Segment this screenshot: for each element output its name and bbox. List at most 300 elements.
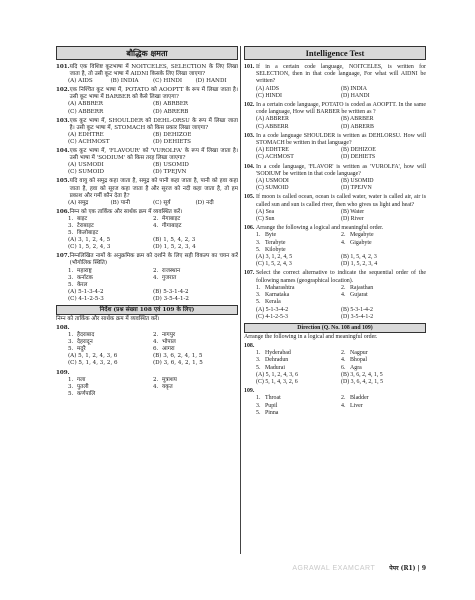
answer-option: (A) 3, 1, 2, 4, 5 — [68, 237, 111, 244]
question-number: 108. — [56, 325, 70, 331]
item-text: Rajasthan — [350, 284, 374, 291]
item-row — [68, 282, 238, 289]
answer-option: (D) TPEJVN — [341, 185, 372, 192]
item-cell — [153, 282, 238, 289]
answer-option: (C) 1, 5, 2, 4, 3 — [256, 261, 292, 268]
item-cell — [153, 275, 238, 282]
answer-options — [244, 209, 426, 223]
question-stem — [244, 388, 426, 395]
answer-option: (A) 5-1-3-4-2 — [256, 306, 289, 313]
english-section-header: Intelligence Test — [244, 46, 426, 60]
item-text: पुतली — [77, 383, 89, 390]
question-stem — [56, 253, 238, 267]
item-cell — [256, 240, 341, 247]
item-cell — [341, 395, 426, 402]
answer-option: (B) 5-3-1-4-2 — [341, 306, 373, 313]
answer-option: (A) 5-1-3-4-2 — [68, 288, 104, 295]
item-cell — [68, 384, 153, 391]
item-row — [256, 247, 426, 254]
answer-options — [56, 200, 238, 207]
item-text: कर्नाटक — [77, 274, 93, 281]
question — [244, 343, 426, 386]
item-text: Kerala — [265, 299, 281, 306]
hindi-direction-title: निर्देश (प्रश्न संख्या 108 एवं 109 के लिए) — [56, 305, 238, 315]
item-text: Throat — [265, 395, 281, 402]
item-text: नागपुर — [162, 332, 176, 339]
item-number: 1. — [68, 332, 74, 339]
item-text: मेगाबाइट — [162, 215, 181, 222]
answer-option: (C) 1, 5, 2, 4, 3 — [68, 244, 111, 251]
item-row — [256, 292, 426, 299]
item-number: 2. — [153, 267, 159, 274]
answer-option: (D) नदी — [195, 199, 214, 206]
answer-option: (C) ABBERR — [68, 108, 104, 115]
item-number: 6. — [153, 346, 159, 353]
answer-option: (B) DEHIZOE — [341, 147, 376, 154]
item-cell — [256, 357, 341, 364]
question-text: In a code language, 'FLAVOR' is written as 'VUROLFA', how will 'SODIUM' be written in that code language? — [256, 163, 426, 177]
question-text: निम्नलिखित नामों के अनुक्रमिक क्रम को दर्शाने के लिए सही विकल्प का चयन करें (भौगोलिक स्थिति) — [69, 253, 238, 267]
item-cell — [153, 339, 238, 346]
item-number: 1. — [68, 376, 74, 383]
question — [56, 148, 238, 176]
question-number: 104. — [56, 148, 70, 155]
item-cell — [256, 299, 341, 306]
question — [56, 64, 238, 85]
item-number — [341, 247, 350, 254]
item-text: गुजरात — [162, 274, 177, 281]
item-cell — [68, 223, 153, 230]
item-cell — [256, 410, 341, 417]
answer-option: (B) INDIA — [341, 85, 368, 92]
question-items — [244, 395, 426, 417]
answer-options — [56, 101, 238, 115]
item-number: 4. — [341, 402, 346, 409]
question-number: 104. — [244, 163, 255, 170]
answer-option: (C) SUMOID — [68, 169, 104, 176]
item-number: 5. — [256, 409, 261, 416]
item-number: 2. — [341, 284, 346, 291]
item-number — [341, 299, 350, 306]
item-text: आगरा — [162, 346, 175, 353]
item-cell — [256, 247, 341, 254]
item-number: 2. — [153, 215, 159, 222]
item-text: राजस्थान — [162, 267, 181, 274]
answer-options — [56, 78, 238, 85]
answer-options — [244, 254, 426, 268]
question-text: एक कूट भाषा में, SHOULDER को DEHL-ORSU के रूप में लिखा जाता है। उसी कूट भाषा में, STOMACH को किस प्रकार लिखा जाएगा? — [69, 117, 238, 131]
question — [244, 102, 426, 131]
item-text: गीगाबाइट — [162, 222, 182, 229]
item-cell — [68, 282, 153, 289]
item-number: 4. — [341, 239, 346, 246]
question-text: यदि एक विशिष्ट कूटभाषा में NOITCELES, SELECTION के लिए लिखा जाता है, तो उसी कूट भाषा में AIDNI किसके लिए लिखा जाएगा? — [69, 64, 238, 78]
item-row — [68, 332, 238, 339]
item-text: Maharashtra — [265, 284, 295, 291]
question-number: 102. — [56, 87, 70, 94]
item-row — [256, 285, 426, 292]
question-items — [244, 232, 426, 254]
question-stem — [244, 102, 426, 116]
answer-option: (A) 5, 1, 2, 4, 3, 6 — [256, 371, 299, 378]
answer-option: (D) 3-5-4-1-2 — [153, 295, 189, 302]
question-items — [56, 268, 238, 289]
page-footer — [250, 562, 426, 574]
question-number: 107. — [56, 253, 70, 260]
item-number: 2. — [153, 332, 159, 339]
question-number: 101. — [56, 64, 70, 70]
item-cell — [341, 232, 426, 239]
hindi-direction-text: निम्न को तार्किक और सार्थक क्रम में व्यवस्थित करें। — [56, 316, 160, 322]
item-cell — [341, 285, 426, 292]
item-text: Bhopal — [350, 357, 368, 364]
question — [56, 325, 238, 368]
answer-option: (B) USOMID — [341, 178, 374, 185]
hindi-section-header: बौद्धिक क्षमता — [56, 46, 238, 60]
item-text: Hyderabad — [265, 350, 291, 357]
publisher-watermark: AGRAWAL EXAMCART — [292, 564, 376, 572]
question — [56, 87, 238, 115]
question — [244, 64, 426, 100]
item-text: कर्णपालि — [77, 390, 96, 397]
item-cell — [68, 268, 153, 275]
answer-options — [244, 178, 426, 192]
item-number: 5. — [256, 246, 261, 253]
english-direction-text: Arrange the following in a logical and meaningful order. — [244, 333, 378, 340]
question — [56, 253, 238, 303]
question-text: यदि वायु को समुद्र कहा जाता है, समुद्र को पानी कहा जाता है, पानी को हवा कहा जाता है, हवा को सूरज कहा जाता है और सूरज को नदी कहा जाता है, तो हम प्रकाश और गर्मी कौन देता है? — [69, 178, 238, 199]
answer-options — [56, 353, 238, 367]
question-text: In a code language SHOULDER is written as DEHLORSU. How will STOMACH be written in that language? — [256, 132, 426, 147]
question — [56, 370, 238, 398]
item-text: Madurai — [265, 364, 285, 371]
column-divider — [240, 46, 241, 554]
item-number: 4. — [153, 274, 159, 281]
question-number: 109. — [56, 369, 70, 376]
item-number: 1. — [68, 267, 74, 274]
question-stem — [56, 87, 238, 101]
answer-option: (A) EDHTRE — [256, 147, 289, 154]
question-stem — [56, 370, 238, 377]
item-text: गला — [77, 376, 86, 383]
answer-option: (A) USMODI — [256, 178, 289, 185]
question-stem — [244, 133, 426, 147]
item-text: यकृत — [162, 383, 173, 390]
item-cell — [153, 384, 238, 391]
item-cell — [256, 350, 341, 357]
answer-option: (C) ACHMOST — [256, 154, 294, 161]
item-cell — [341, 410, 426, 417]
question-items — [56, 377, 238, 398]
question-number: 103. — [56, 117, 70, 124]
item-text: देहरादून — [77, 339, 93, 346]
item-text: महाराष्ट्र — [77, 267, 92, 274]
item-cell — [341, 365, 426, 372]
answer-option: (A) USMODI — [68, 162, 104, 169]
answer-option: (D) TPEJVN — [153, 169, 187, 176]
question-stem — [244, 164, 426, 178]
item-cell — [341, 299, 426, 306]
question-number: 109. — [244, 388, 255, 395]
item-number: 2. — [341, 395, 346, 402]
item-text: हैदराबाद — [77, 332, 95, 339]
answer-option: (C) सूर्य — [153, 199, 171, 206]
answer-option: (B) 3, 6, 2, 4, 1, 5 — [153, 353, 203, 360]
item-cell — [68, 377, 153, 384]
question-stem — [56, 118, 238, 132]
item-text: Nagpur — [350, 350, 368, 357]
question-items — [56, 216, 238, 237]
item-text: Liver — [350, 402, 363, 409]
question-stem — [244, 343, 426, 350]
answer-option: (D) 1, 5, 2, 3, 4 — [341, 261, 378, 268]
answer-option: (A) AIDS — [68, 78, 93, 85]
item-cell — [341, 357, 426, 364]
question-text — [70, 325, 238, 332]
answer-option: (C) 4-1-2-5-3 — [68, 295, 104, 302]
item-cell — [341, 240, 426, 247]
question-text — [256, 343, 426, 350]
answer-option: (B) पानी — [110, 199, 130, 206]
answer-option: (C) HINDI — [256, 92, 283, 99]
question-stem — [244, 64, 426, 86]
item-number: 1. — [68, 215, 74, 222]
item-text: भोपाल — [162, 339, 176, 346]
item-cell — [256, 292, 341, 299]
question — [244, 270, 426, 320]
item-row — [256, 365, 426, 372]
question-items — [244, 350, 426, 372]
question — [56, 118, 238, 146]
question-text: एक निश्चित कूट भाषा में, POTATO को AOOPTT के रूप में लिखा जाता है। उसी कूट भाषा में BARBER को कैसे लिखा जाएगा? — [69, 87, 238, 101]
item-row — [68, 275, 238, 282]
answer-option: (B) 5-3-1-4-2 — [153, 288, 189, 295]
item-number: 5. — [68, 346, 74, 353]
question-items — [244, 285, 426, 307]
item-number: 6. — [341, 364, 346, 371]
question-number: 105. — [56, 178, 70, 185]
item-cell — [68, 391, 153, 398]
item-cell — [341, 350, 426, 357]
exam-page — [56, 46, 426, 572]
item-number: 4. — [153, 339, 159, 346]
answer-option: (C) HINDI — [153, 78, 183, 85]
answer-option: (B) 3, 6, 2, 4, 1, 5 — [341, 371, 383, 378]
item-text: Pupil — [265, 402, 278, 409]
item-row — [68, 377, 238, 384]
item-text: Gigabyte — [350, 239, 372, 246]
answer-option: (C) 5, 1, 4, 3, 2, 6 — [68, 360, 118, 367]
item-number: 5. — [256, 299, 261, 306]
answer-options — [244, 86, 426, 100]
item-row — [68, 339, 238, 346]
item-number: 4. — [153, 222, 159, 229]
question-stem — [56, 209, 238, 216]
item-number: 4. — [153, 383, 159, 390]
item-text: बाइट — [77, 215, 88, 222]
answer-option: (D) 3-5-4-1-2 — [341, 313, 374, 320]
answer-option: (B) ABRBER — [341, 116, 374, 123]
item-number: 3. — [256, 239, 261, 246]
item-text: मूत्राशय — [162, 376, 177, 383]
item-number: 3. — [256, 402, 261, 409]
item-text: टेराबाइट — [77, 222, 94, 229]
hindi-questions — [56, 64, 238, 303]
answer-option: (C) ABBERR — [256, 123, 289, 130]
question-text: एक कूट भाषा में, 'FLAVOUR' को 'VUROLFA' के रूप में लिखा जाता है। उसी भाषा में 'SODIUM' को किस तरह लिखा जाएगा? — [69, 148, 238, 162]
item-number: 1. — [256, 284, 261, 291]
answer-option: (D) DEHIETS — [341, 154, 376, 161]
answer-option: (C) Sun — [256, 216, 275, 223]
answer-option: (A) EDHTRE — [68, 131, 104, 138]
item-text: किलोबाइट — [77, 230, 99, 237]
item-cell — [153, 377, 238, 384]
item-number: 5. — [68, 230, 74, 237]
answer-option: (D) ABRERB — [341, 123, 374, 130]
item-row — [256, 357, 426, 364]
answer-option: (A) AIDS — [256, 85, 280, 92]
item-number: 5. — [68, 390, 74, 397]
item-row — [256, 240, 426, 247]
answer-options — [56, 289, 238, 303]
answer-option: (D) DEHIETS — [153, 138, 191, 145]
item-number: 4. — [341, 292, 346, 299]
english-questions-after-direction — [244, 343, 426, 417]
question-stem — [244, 270, 426, 284]
answer-options — [56, 237, 238, 251]
item-text: Dehradun — [265, 357, 289, 364]
item-text: Karnataka — [265, 292, 290, 299]
item-cell — [153, 223, 238, 230]
answer-options — [244, 307, 426, 321]
question-stem — [56, 148, 238, 162]
answer-option: (C) 4-1-2-5-3 — [256, 313, 288, 320]
answer-option: (B) INDIA — [110, 78, 139, 85]
question-text: निम्न को एक तार्किक और सार्थक क्रम में व्यवस्थित करें। — [69, 208, 183, 215]
question-number: 106. — [244, 225, 255, 232]
question-text: In a certain code language, POTATO is coded as AOOPTT. In the same code language, How will BARBER be written as ? — [256, 102, 426, 116]
answer-option: (C) 5, 1, 4, 3, 2, 6 — [256, 378, 298, 385]
answer-option: (B) DEHIZOE — [153, 131, 192, 138]
english-questions — [244, 64, 426, 321]
question — [244, 225, 426, 268]
item-cell — [153, 391, 238, 398]
item-number: 3. — [256, 357, 261, 364]
page-number: पेपर (R1) | 9 — [389, 565, 426, 572]
question-items — [56, 332, 238, 353]
answer-option: (D) HANDI — [195, 78, 227, 85]
item-cell — [341, 403, 426, 410]
item-row — [68, 268, 238, 275]
item-row — [68, 216, 238, 223]
item-number — [341, 410, 350, 417]
answer-option: (C) SUMOID — [256, 185, 289, 192]
item-number: 4. — [341, 357, 346, 364]
question-text: If in a certain code language, NOITCELES, is written for SELECTION, then in that code language, For what will AIDNI be written? — [256, 64, 426, 85]
answer-option: (D) HANDI — [341, 92, 370, 99]
question-stem — [244, 225, 426, 232]
question-number: 108. — [244, 342, 255, 349]
item-text: मदुरै — [77, 346, 86, 353]
answer-option: (A) समुद्र — [68, 199, 89, 206]
item-number: 2. — [341, 232, 346, 239]
item-number: 1. — [256, 232, 261, 239]
item-row — [256, 395, 426, 402]
english-direction-title: Direction (Q. No. 108 and 109) — [244, 323, 426, 333]
question-number: 102. — [244, 102, 255, 109]
item-number: 3. — [68, 274, 74, 281]
answer-options — [244, 372, 426, 386]
item-text: केरल — [77, 281, 88, 288]
item-number: 2. — [341, 350, 346, 357]
answer-option: (D) 3, 6, 4, 2, 1, 5 — [153, 360, 203, 367]
item-row — [256, 403, 426, 410]
item-text: Byte — [265, 232, 277, 239]
item-number: 5. — [68, 281, 74, 288]
question-text: Arrange the following a logical and meaningful order. — [256, 225, 384, 232]
answer-option: (A) ABBRER — [68, 101, 103, 108]
item-number: 2. — [153, 376, 159, 383]
question-text — [70, 370, 238, 377]
question-stem — [244, 194, 426, 208]
item-cell — [153, 268, 238, 275]
item-row — [256, 232, 426, 239]
item-number: 3. — [68, 339, 74, 346]
question-number: 106. — [56, 208, 70, 215]
item-number: 3. — [256, 292, 261, 299]
item-text: Megabyte — [350, 232, 374, 239]
question-text: If moon is called ocean, ocean is called water, water is called air, air is called sun and sun is called river, then who gives us light and heat? — [256, 194, 426, 208]
item-number: 1. — [256, 395, 261, 402]
item-text: Kilobyte — [265, 246, 286, 253]
english-column — [244, 46, 426, 554]
item-cell — [341, 247, 426, 254]
answer-option: (D) ABRERB — [153, 108, 189, 115]
item-row — [68, 391, 238, 398]
answer-option: (B) ABRBER — [153, 101, 189, 108]
item-cell — [341, 292, 426, 299]
item-number — [153, 391, 162, 398]
item-cell — [256, 365, 341, 372]
answer-option: (A) 3, 1, 2, 4, 5 — [256, 254, 293, 261]
question — [244, 388, 426, 417]
item-cell — [256, 395, 341, 402]
answer-option: (B) 1, 5, 4, 2, 3 — [153, 237, 196, 244]
question-stem — [56, 64, 238, 78]
question-number: 107. — [244, 270, 255, 277]
item-text: Agra — [350, 364, 362, 371]
answer-option: (B) 1, 5, 4, 2, 3 — [341, 254, 377, 261]
item-text: Pinna — [265, 409, 279, 416]
item-cell — [256, 403, 341, 410]
item-number: 1. — [256, 350, 261, 357]
item-cell — [256, 232, 341, 239]
item-text: Terabyte — [265, 239, 286, 246]
item-text: Gujarat — [350, 292, 368, 299]
answer-option: (D) 1, 5, 2, 3, 4 — [153, 244, 196, 251]
question-text — [256, 388, 426, 395]
answer-option: (A) ABBRER — [256, 116, 289, 123]
answer-options — [244, 116, 426, 130]
answer-option: (B) USOMID — [153, 162, 189, 169]
item-cell — [68, 216, 153, 223]
item-row — [68, 384, 238, 391]
item-number — [153, 282, 162, 289]
item-row — [68, 223, 238, 230]
item-number: 3. — [68, 383, 74, 390]
answer-option: (D) 3, 6, 4, 2, 1, 5 — [341, 378, 384, 385]
question-number: 103. — [244, 132, 255, 139]
